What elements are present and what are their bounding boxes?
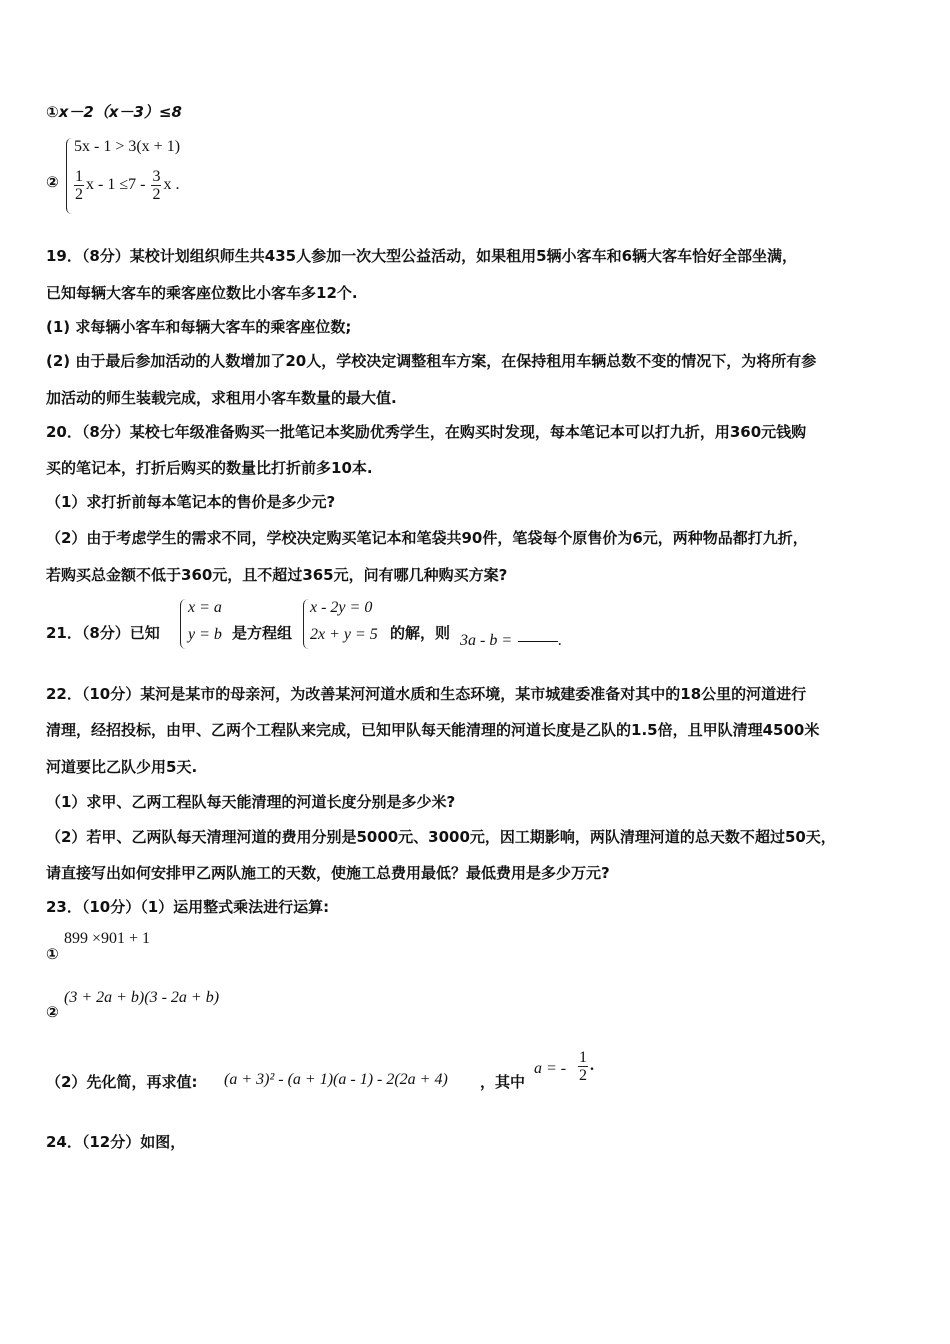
period: . xyxy=(558,632,563,649)
q23-marker-2: ② xyxy=(46,1003,59,1021)
q20-line-5: 若购买总金额不低于360元，且不超过365元，问有哪几种购买方案? xyxy=(46,566,508,584)
item-marker: ① xyxy=(46,103,59,121)
q19-line-2: 已知每辆大客车的乘客座位数比小客车多12个. xyxy=(46,284,358,302)
system-inequality-2 xyxy=(72,168,179,203)
equation-1: x - 2y = 0 xyxy=(310,599,373,616)
q20-line-2: 买的笔记本，打折后购买的数量比打折前多10本. xyxy=(46,459,373,477)
q22-line-5: （2）若甲、乙两队每天清理河道的费用分别是5000元、3000元，因工期影响，两队清理河道的总天数不超过50天， xyxy=(46,828,836,846)
q20-line-1: 20．（8分）某校七年级准备购买一批笔记本奖励优秀学生，在购买时发现，每本笔记本可以打九折，用360元钱购 xyxy=(46,423,807,441)
inequality-text: x - 1 ≤7 - xyxy=(86,176,150,194)
inequality-expression: x－2（x－3）≤8 xyxy=(58,103,182,121)
q19-line-4: (2) 由于最后参加活动的人数增加了20人，学校决定调整租车方案，在保持租用车辆总数不变的情况下，为将所有参 xyxy=(46,352,817,370)
q22-line-4: （1）求甲、乙两工程队每天能清理的河道长度分别是多少米? xyxy=(46,793,456,811)
q21-suffix: 的解，则 xyxy=(390,624,451,642)
ineq-item-1 xyxy=(46,102,182,122)
equation-brace xyxy=(303,599,309,649)
inequality-text: x . xyxy=(163,176,180,194)
q23-expression-2: (3 + 2a + b)(3 - 2a + b) xyxy=(64,989,220,1006)
answer-blank xyxy=(518,641,558,642)
q19-line-5: 加活动的师生装载完成，求租用小客车数量的最大值. xyxy=(46,389,397,407)
q23-marker-1: ① xyxy=(46,945,59,963)
q22-line-2: 清理，经招投标，由甲、乙两个工程队来完成，已知甲队每天能清理的河道长度是乙队的1.5倍，且甲队清理4500米 xyxy=(46,721,820,739)
q24-line-1: 24．（12分）如图， xyxy=(46,1133,186,1151)
q22-line-1: 22．（10分）某河是某市的母亲河，为改善某河河道水质和生态环境，某市城建委准备对其中的18公里的河道进行 xyxy=(46,685,807,703)
q21-expression xyxy=(460,632,562,650)
q23-expression-1: 899 ×901 + 1 xyxy=(64,930,151,947)
ineq-item-2-marker: ② xyxy=(46,173,59,191)
q23-part2-prefix: （2）先化简，再求值: xyxy=(46,1073,198,1091)
q22-line-3: 河道要比乙队少用5天. xyxy=(46,758,198,776)
q23-part2-expression: (a + 3)² - (a + 1)(a - 1) - 2(2a + 4) xyxy=(224,1071,448,1088)
system-inequality-1: 5x - 1 > 3(x + 1) xyxy=(74,138,181,155)
fraction: $\frac{3}{2}$ xyxy=(152,168,161,203)
q19-line-3: (1) 求每辆小客车和每辆大客车的乘客座位数; xyxy=(46,318,352,336)
solution-y: y = b xyxy=(188,626,222,643)
q23-line-1: 23．（10分）（1）运用整式乘法进行运算: xyxy=(46,898,330,916)
solution-brace xyxy=(180,599,186,649)
fraction: $\frac{1}{2}$ xyxy=(579,1049,587,1084)
equation-2: 2x + y = 5 xyxy=(310,626,378,643)
fraction: $\frac{1}{2}$ xyxy=(75,168,83,203)
solution-x: x = a xyxy=(188,599,222,616)
q21-mid: 是方程组 xyxy=(232,624,293,642)
q22-line-6: 请直接写出如何安排甲乙两队施工的天数，使施工总费用最低？最低费用是多少万元? xyxy=(46,864,610,882)
expression-text: 3a - b = xyxy=(460,632,517,649)
q20-line-3: （1）求打折前每本笔记本的售价是多少元? xyxy=(46,493,336,511)
q20-line-4: （2）由于考虑学生的需求不同，学校决定购买笔记本和笔袋共90件，笔袋每个原售价为6元，两种物品都打九折， xyxy=(46,529,808,547)
q23-part2-fraction xyxy=(576,1049,594,1084)
q19-line-1: 19．（8分）某校计划组织师生共435人参加一次大型公益活动，如果租用5辆小客车和6辆大客车恰好全部坐满， xyxy=(46,247,798,265)
q21-prefix: 21．（8分）已知 xyxy=(46,624,160,642)
q23-part2-value: a = - xyxy=(534,1060,567,1077)
period: . xyxy=(590,1057,594,1075)
q23-part2-mid: ，其中 xyxy=(480,1073,526,1091)
